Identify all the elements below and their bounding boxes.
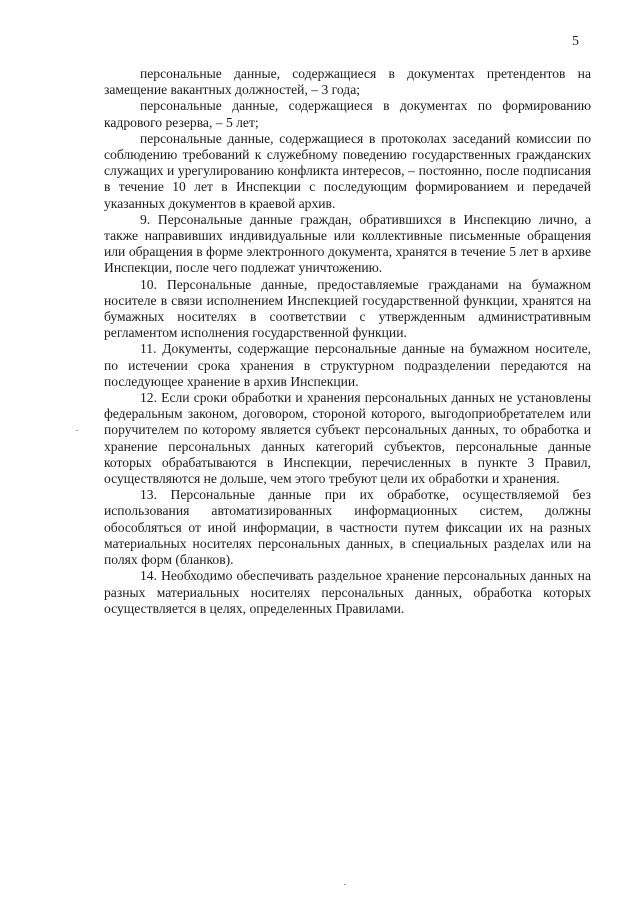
scan-artifact: [76, 430, 78, 431]
paragraph-retention-reserve: персональные данные, содержащиеся в документах по формированию кадрового резерва, – 5 лет;: [104, 98, 591, 130]
paragraph-item-13: 13. Персональные данные при их обработке, осуществляемой без использования автоматизированных информационных систем, должны обособляться от иной информации, в частности путем фиксации их на разных материальных носителях персональных данных, в специальных разделах или на полях форм (бланков).: [104, 487, 591, 568]
paragraph-item-9: 9. Персональные данные граждан, обратившихся в Инспекцию лично, а также направивших индивидуальные или коллективные письменные обращения или обращения в форме электронного документа, хранятся в течение 5 лет в архиве Инспекции, после чего подлежат уничтожению.: [104, 211, 591, 276]
paragraph-retention-candidates: персональные данные, содержащиеся в документах претендентов на замещение вакантных должностей, – 3 года;: [104, 66, 591, 98]
document-body: [104, 66, 591, 617]
scan-artifact: [344, 884, 346, 885]
paragraph-item-11: 11. Документы, содержащие персональные данные на бумажном носителе, по истечении срока хранения в структурном подразделении передаются на последующее хранение в архив Инспекции.: [104, 341, 591, 389]
paragraph-item-10: 10. Персональные данные, предоставляемые гражданами на бумажном носителе в связи исполнением Инспекцией государственной функции, хранятся на бумажных носителях в соответствии с утвержденным административным регламентом исполнения государственной функции.: [104, 276, 591, 341]
paragraph-item-14: 14. Необходимо обеспечивать раздельное хранение персональных данных на разных материальных носителях персональных данных, обработка которых осуществляется в целях, определенных Правилами.: [104, 568, 591, 616]
page-number: 5: [572, 34, 579, 49]
paragraph-retention-commission: персональные данные, содержащиеся в протоколах заседаний комиссии по соблюдению требований к служебному поведению государственных гражданских служащих и урегулированию конфликта интересов, – постоянно, после подписания в течение 10 лет в Инспекции с последующим формированием и передачей указанных документов в краевой архив.: [104, 130, 591, 211]
paragraph-item-12: 12. Если сроки обработки и хранения персональных данных не установлены федеральным законом, договором, стороной которого, выгодоприобретателем или поручителем по которому является субъект персональных данных, то обработка и хранение персональных данных категорий субъектов, персональные данные которых обрабатываются в Инспекции, перечисленных в пункте 3 Правил, осуществляются не дольше, чем этого требуют цели их обработки и хранения.: [104, 390, 591, 487]
